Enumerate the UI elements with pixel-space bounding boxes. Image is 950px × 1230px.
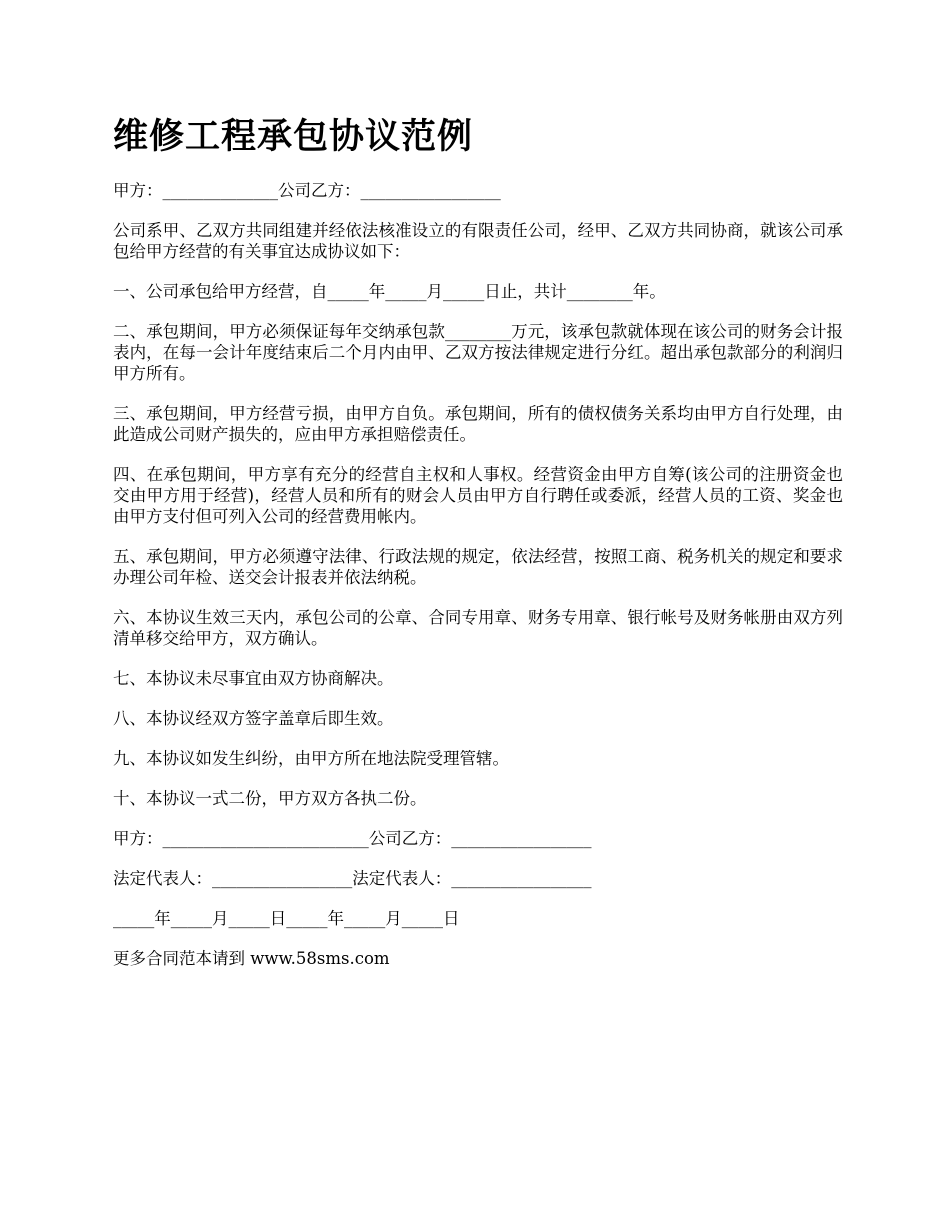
footer-link-text: 更多合同范本请到 www.58sms.com [113,949,390,968]
clause-1: 一、公司承包给甲方经营，自_____年_____月_____日止，共计________年。 [113,282,666,301]
clause-9: 九、本协议如发生纠纷，由甲方所在地法院受理管辖。 [113,749,509,768]
party-line: 甲方：______________公司乙方：_________________ [113,181,501,200]
clause-7: 七、本协议未尽事宜由双方协商解决。 [113,669,394,688]
intro-paragraph: 公司系甲、乙双方共同组建并经依法核准设立的有限责任公司，经甲、乙双方共同协商，就该公司承包给甲方经营的有关事宜达成协议如下： [113,221,843,261]
clause-5: 五、承包期间，甲方必须遵守法律、行政法规的规定，依法经营，按照工商、税务机关的规定和要求办理公司年检、送交会计报表并依法纳税。 [113,547,843,587]
document-page [113,112,843,969]
clause-2: 二、承包期间，甲方必须保证每年交纳承包款________万元，该承包款就体现在该公司的财务会计报表内，在每一会计年度结束后二个月内由甲、乙双方按法律规定进行分红。超出承包款部分的利润归甲方所有。 [113,322,843,383]
clause-8: 八、本协议经双方签字盖章后即生效。 [113,709,394,728]
signature-date-line: _____年_____月_____日_____年_____月_____日 [113,909,460,928]
document-title: 维修工程承包协议范例 [113,116,474,157]
signature-representative-line: 法定代表人：_________________法定代表人：_________________ [113,869,592,888]
signature-party-line: 甲方：_________________________公司乙方：_________________ [113,829,592,848]
clause-4: 四、在承包期间，甲方享有充分的经营自主权和人事权。经营资金由甲方自筹(该公司的注册资金也交由甲方用于经营)，经营人员和所有的财会人员由甲方自行聘任或委派，经营人员的工资、奖金也由甲方支付但可列入公司的经营费用帐内。 [113,465,843,526]
clause-6: 六、本协议生效三天内，承包公司的公章、合同专用章、财务专用章、银行帐号及财务帐册由双方列清单移交给甲方，双方确认。 [113,608,843,648]
clause-3: 三、承包期间，甲方经营亏损，由甲方自负。承包期间，所有的债权债务关系均由甲方自行处理，由此造成公司财产损失的，应由甲方承担赔偿责任。 [113,404,843,444]
clause-10: 十、本协议一式二份，甲方双方各执二份。 [113,789,427,808]
